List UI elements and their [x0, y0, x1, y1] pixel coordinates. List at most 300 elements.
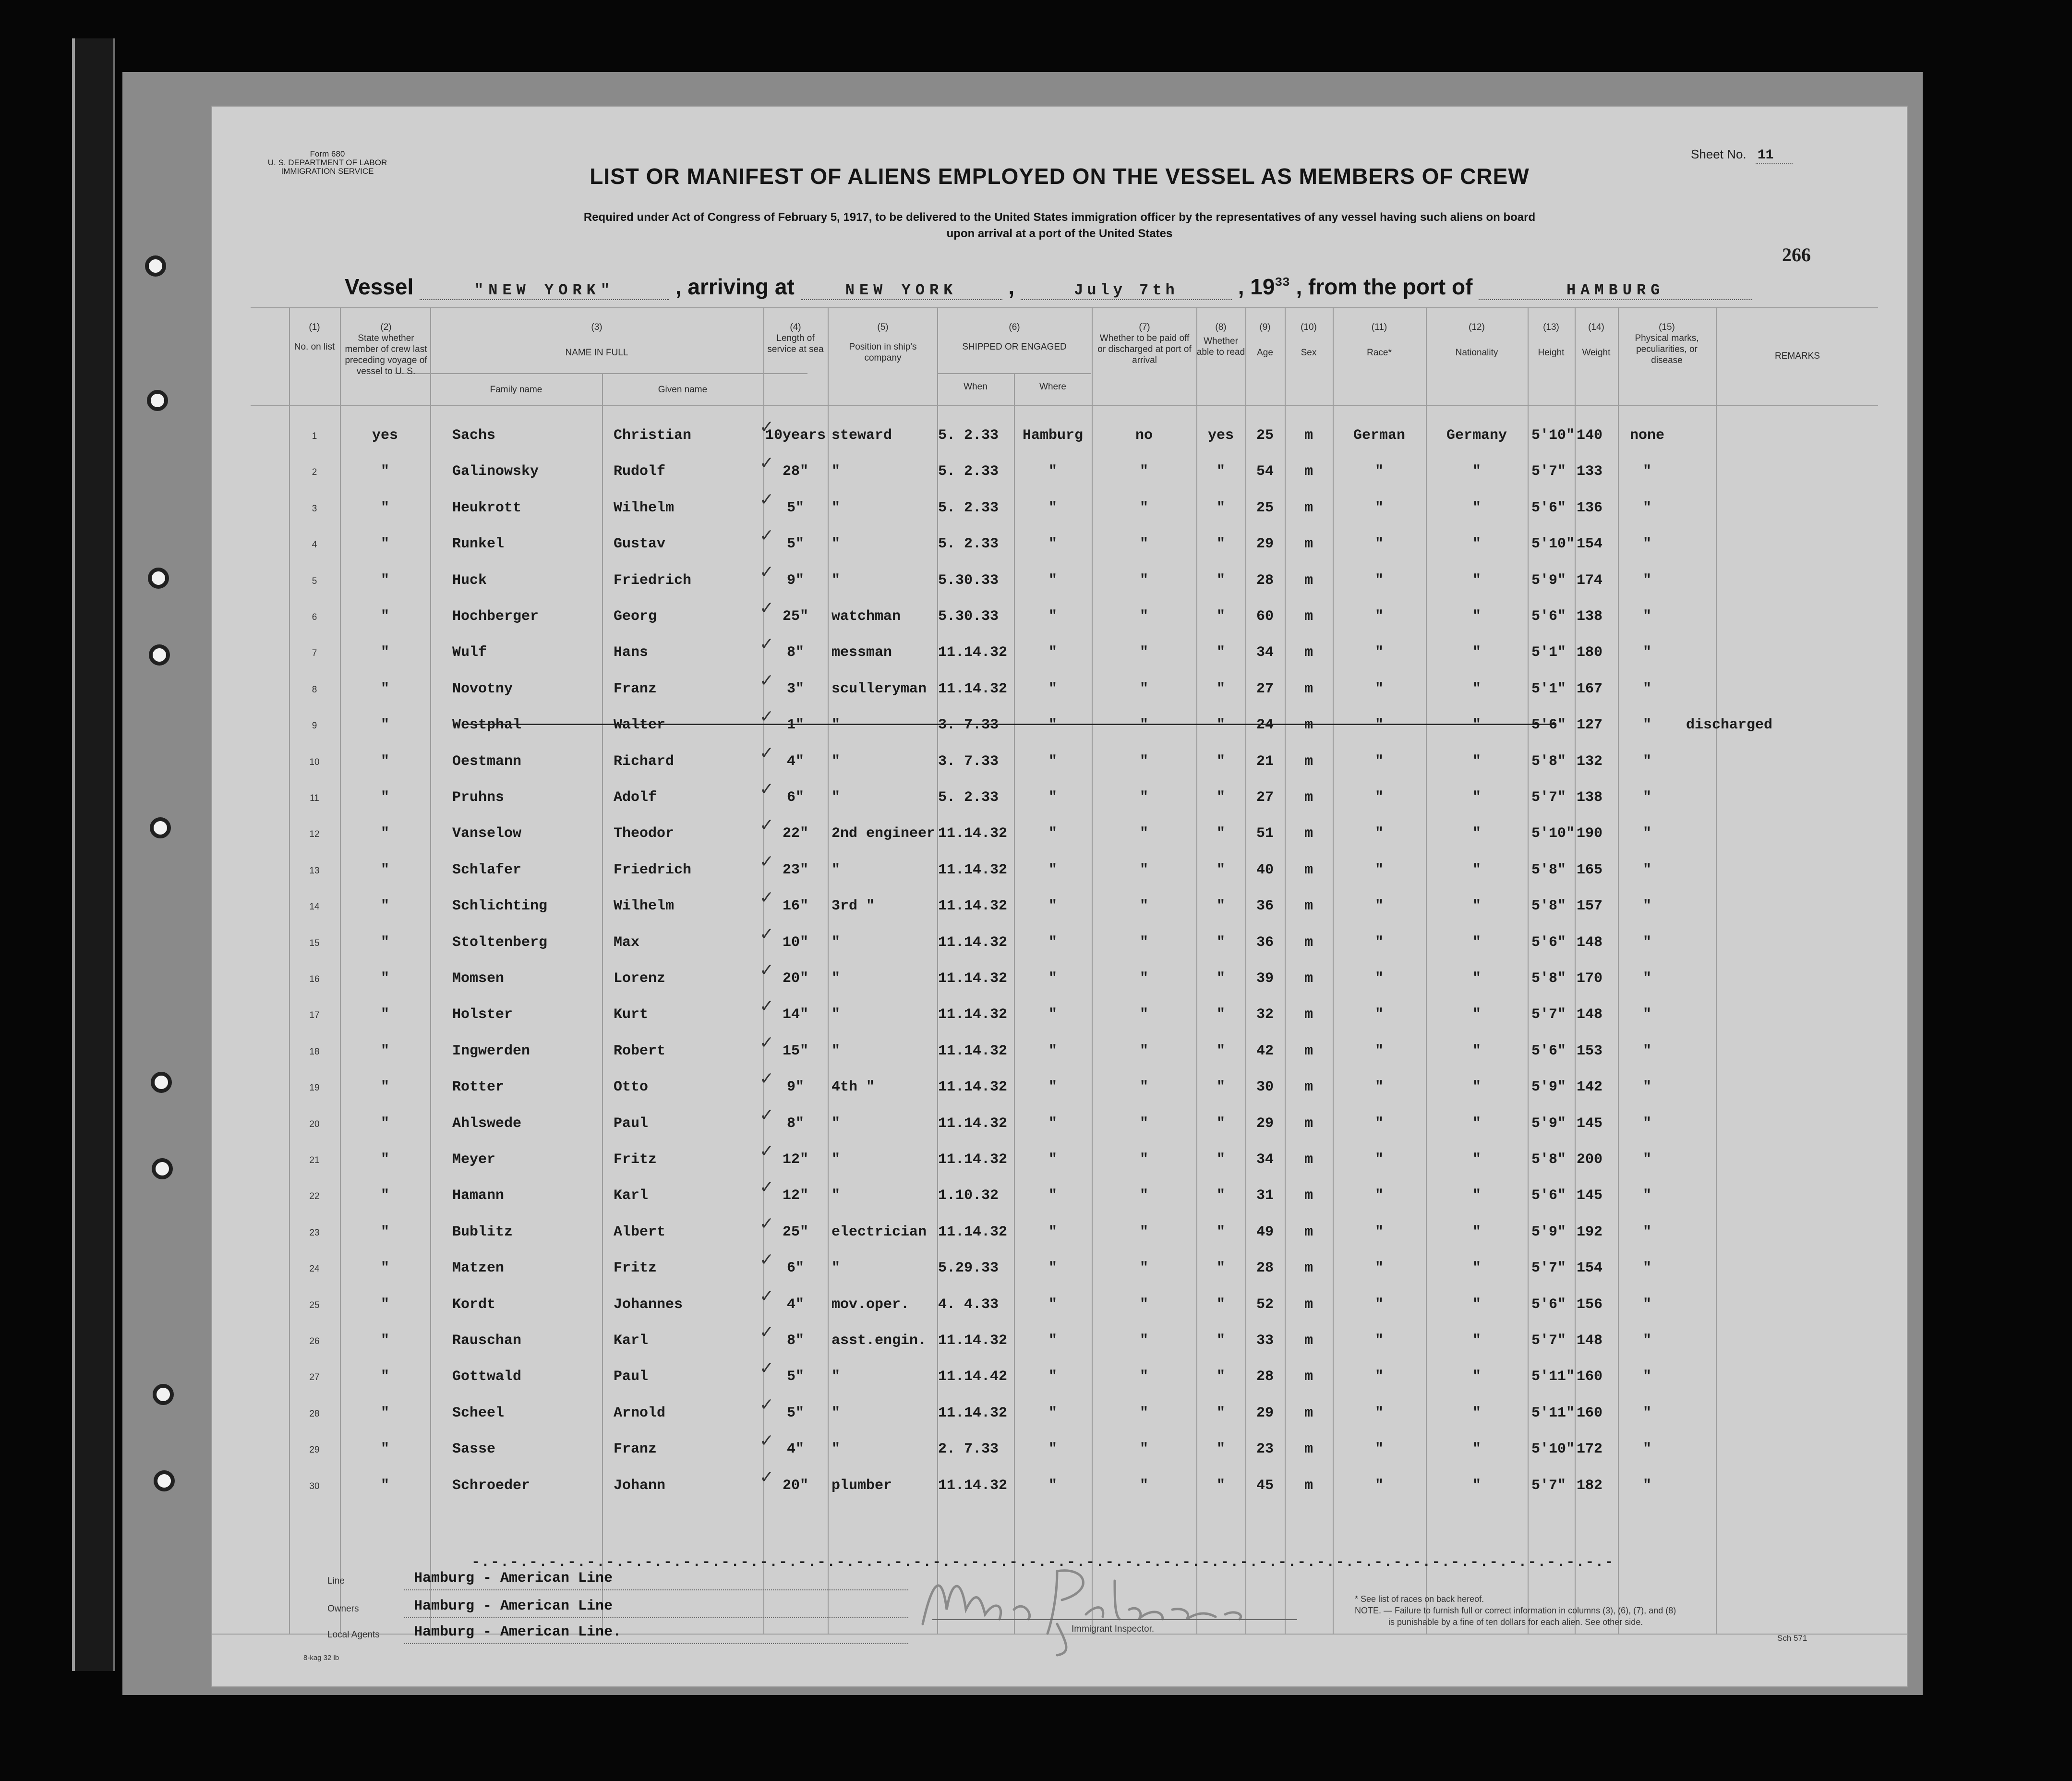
service-length-cell: 5" [786, 1405, 804, 1421]
given-name-cell: Hans [614, 644, 649, 661]
nationality-cell: " [1472, 861, 1481, 878]
col-header-where: Where [1039, 382, 1066, 392]
weight-cell: 174 [1577, 572, 1603, 589]
col-number: (8) [1215, 322, 1227, 332]
weight-cell: 165 [1577, 861, 1603, 878]
nationality-cell: " [1472, 717, 1481, 734]
check-mark-icon: ✓ [759, 634, 774, 654]
previous-voyage-cell: " [380, 1441, 389, 1458]
able-to-read-cell: " [1216, 1333, 1225, 1349]
footer-note: is punishable by a fine of ten dollars for each alien. See other side. [1388, 1617, 1643, 1627]
row-number: 7 [312, 648, 317, 659]
position-cell: mov.oper. [831, 1296, 910, 1313]
shipped-where-cell: Hamburg [1022, 427, 1084, 444]
position-cell: " [831, 1151, 841, 1168]
weight-cell: 148 [1577, 1006, 1603, 1023]
table-row [212, 779, 1907, 825]
col-label: SHIPPED OR ENGAGED [962, 342, 1067, 352]
col-header-age [1245, 322, 1285, 358]
shipped-when-cell: 3. 7.33 [938, 717, 999, 734]
check-mark-icon: ✓ [759, 960, 774, 980]
race-cell: " [1374, 789, 1384, 806]
col-header-family-name: Family name [490, 385, 542, 395]
previous-voyage-cell: " [380, 1042, 389, 1059]
race-cell: " [1374, 572, 1384, 589]
height-cell: 5'7" [1531, 1260, 1566, 1277]
given-name-cell: Wilhelm [614, 898, 675, 915]
shipped-when-cell: 11.14.32 [938, 898, 1008, 915]
age-cell: 29 [1256, 536, 1274, 553]
check-mark-icon: ✓ [759, 561, 774, 582]
able-to-read-cell: " [1216, 1477, 1225, 1494]
manifest-sheet [211, 106, 1908, 1687]
age-cell: 52 [1256, 1296, 1274, 1313]
able-to-read-cell: " [1216, 1006, 1225, 1023]
shipped-when-cell: 2. 7.33 [938, 1441, 999, 1458]
shipped-where-cell: " [1048, 1260, 1057, 1277]
shipped-when-cell: 3. 7.33 [938, 753, 999, 770]
height-cell: 5'10" [1531, 825, 1575, 842]
service-length-cell: 22" [782, 825, 808, 842]
race-cell: " [1374, 536, 1384, 553]
check-mark-icon: ✓ [759, 1466, 774, 1487]
table-row [212, 1213, 1907, 1260]
race-cell: " [1374, 970, 1384, 987]
strikethrough-line [462, 724, 1556, 725]
age-cell: 23 [1256, 1441, 1274, 1458]
position-cell: " [831, 1405, 841, 1421]
able-to-read-cell: " [1216, 1296, 1225, 1313]
race-cell: " [1374, 825, 1384, 842]
age-cell: 60 [1256, 608, 1274, 625]
paid-off-cell: no [1135, 427, 1153, 444]
year-prefix: , 19 [1238, 274, 1275, 299]
previous-voyage-cell: " [380, 680, 389, 697]
table-top-rule [251, 307, 1878, 308]
nationality-cell: " [1472, 572, 1481, 589]
given-name-cell: Gustav [614, 536, 666, 553]
col-header-sex [1285, 322, 1333, 358]
col-label: Height [1538, 348, 1565, 358]
able-to-read-cell: yes [1207, 427, 1234, 444]
previous-voyage-cell: " [380, 861, 389, 878]
service-length-cell: 4" [786, 1441, 804, 1458]
family-name-cell: Rotter [452, 1079, 505, 1096]
col-header-able-to-read [1196, 322, 1245, 358]
position-cell: " [831, 789, 841, 806]
table-row [212, 1394, 1907, 1441]
physical-marks-cell: " [1642, 825, 1651, 842]
weight-cell: 132 [1577, 753, 1603, 770]
paid-off-cell: " [1139, 1151, 1148, 1168]
shipped-where-cell: " [1048, 825, 1057, 842]
row-number: 28 [309, 1408, 320, 1419]
weight-cell: 160 [1577, 1405, 1603, 1421]
row-number: 23 [309, 1227, 320, 1238]
paid-off-cell: " [1139, 898, 1148, 915]
check-mark-icon: ✓ [759, 1068, 774, 1089]
position-cell: " [831, 1369, 841, 1385]
shipped-where-cell: " [1048, 1441, 1057, 1458]
check-mark-icon: ✓ [759, 779, 774, 799]
physical-marks-cell: " [1642, 1042, 1651, 1059]
table-row [212, 417, 1907, 463]
height-cell: 5'6" [1531, 608, 1566, 625]
able-to-read-cell: " [1216, 825, 1225, 842]
race-cell: " [1374, 463, 1384, 480]
family-name-cell: Scheel [452, 1405, 505, 1421]
check-mark-icon: ✓ [759, 742, 774, 763]
owners-underline [404, 1617, 908, 1618]
height-cell: 5'6" [1531, 499, 1566, 516]
sex-cell: m [1304, 861, 1313, 878]
height-cell: 5'10" [1531, 427, 1575, 444]
col-number: (11) [1371, 322, 1387, 332]
row-number: 29 [309, 1445, 320, 1455]
service-length-cell: 4" [786, 753, 804, 770]
given-name-cell: Fritz [614, 1260, 657, 1277]
arrival-date: July 7th [1021, 281, 1232, 300]
table-row [212, 1141, 1907, 1187]
given-name-cell: Friedrich [614, 572, 692, 589]
height-cell: 5'10" [1531, 1441, 1575, 1458]
position-cell: " [831, 717, 841, 734]
given-name-cell: Max [614, 934, 640, 951]
previous-voyage-cell: " [380, 970, 389, 987]
service-length-cell: 5" [786, 499, 804, 516]
given-name-cell: Franz [614, 1441, 657, 1458]
previous-voyage-cell: " [380, 898, 389, 915]
physical-marks-cell: " [1642, 644, 1651, 661]
row-number: 25 [309, 1300, 320, 1310]
given-name-cell: Paul [614, 1115, 649, 1132]
owners-value: Hamburg - American Line [414, 1598, 613, 1614]
shipped-when-cell: 5.30.33 [938, 608, 999, 625]
physical-marks-cell: " [1642, 1369, 1651, 1385]
paid-off-cell: " [1139, 1296, 1148, 1313]
able-to-read-cell: " [1216, 861, 1225, 878]
check-mark-icon: ✓ [759, 1322, 774, 1342]
previous-voyage-cell: " [380, 825, 389, 842]
sex-cell: m [1304, 970, 1313, 987]
previous-voyage-cell: " [380, 463, 389, 480]
table-row [212, 1358, 1907, 1404]
physical-marks-cell: " [1642, 1187, 1651, 1204]
age-cell: 32 [1256, 1006, 1274, 1023]
col-label: NAME IN FULL [565, 348, 628, 358]
nationality-cell: " [1472, 536, 1481, 553]
nationality-cell: " [1472, 1477, 1481, 1494]
nationality-cell: " [1472, 1151, 1481, 1168]
shipped-where-cell: " [1048, 1042, 1057, 1059]
shipped-where-cell: " [1048, 861, 1057, 878]
age-cell: 31 [1256, 1187, 1274, 1204]
row-number: 19 [309, 1083, 320, 1093]
race-cell: " [1374, 644, 1384, 661]
shipped-when-cell: 11.14.32 [938, 1333, 1008, 1349]
nationality-cell: Germany [1446, 427, 1507, 444]
able-to-read-cell: " [1216, 1187, 1225, 1204]
previous-voyage-cell: " [380, 1006, 389, 1023]
shipped-where-cell: " [1048, 970, 1057, 987]
col-header-shipped [937, 322, 1092, 352]
position-cell: " [831, 463, 841, 480]
given-name-cell: Johannes [614, 1296, 683, 1313]
race-cell: " [1374, 680, 1384, 697]
position-cell: " [831, 1260, 841, 1277]
given-name-cell: Franz [614, 680, 657, 697]
given-name-cell: Karl [614, 1333, 649, 1349]
height-cell: 5'11" [1531, 1405, 1575, 1421]
check-mark-icon: ✓ [759, 996, 774, 1016]
physical-marks-cell: " [1642, 1115, 1651, 1132]
col-label: Nationality [1455, 348, 1498, 358]
given-name-cell: Christian [614, 427, 692, 444]
service-length-cell: 12" [782, 1187, 808, 1204]
physical-marks-cell: " [1642, 536, 1651, 553]
col-label: Physical marks, peculiarities, or disease [1635, 333, 1699, 365]
able-to-read-cell: " [1216, 934, 1225, 951]
row-number: 14 [309, 902, 320, 912]
shipped-when-cell: 5. 2.33 [938, 499, 999, 516]
weight-cell: 172 [1577, 1441, 1603, 1458]
service-length-cell: 15" [782, 1042, 808, 1059]
able-to-read-cell: " [1216, 1079, 1225, 1096]
able-to-read-cell: " [1216, 1151, 1225, 1168]
check-mark-icon: ✓ [759, 670, 774, 690]
family-name-cell: Schlafer [452, 861, 522, 878]
sex-cell: m [1304, 1405, 1313, 1421]
race-cell: " [1374, 1477, 1384, 1494]
nationality-cell: " [1472, 499, 1481, 516]
physical-marks-cell: " [1642, 970, 1651, 987]
form-department: U. S. DEPARTMENT OF LABOR [267, 158, 387, 167]
sex-cell: m [1304, 1296, 1313, 1313]
service-length-cell: 20" [782, 970, 808, 987]
service-length-cell: 16" [782, 898, 808, 915]
height-cell: 5'11" [1531, 1369, 1575, 1385]
col-number: (1) [309, 322, 320, 332]
table-row [212, 996, 1907, 1042]
sex-cell: m [1304, 1333, 1313, 1349]
height-cell: 5'8" [1531, 861, 1566, 878]
physical-marks-cell: " [1642, 753, 1651, 770]
age-cell: 45 [1256, 1477, 1274, 1494]
family-name-cell: Kordt [452, 1296, 496, 1313]
shipped-when-cell: 11.14.32 [938, 1477, 1008, 1494]
paid-off-cell: " [1139, 934, 1148, 951]
sex-cell: m [1304, 463, 1313, 480]
col-header-weight [1575, 322, 1618, 358]
punch-hole [150, 817, 171, 838]
weight-cell: 138 [1577, 789, 1603, 806]
position-cell: " [831, 572, 841, 589]
height-cell: 5'7" [1531, 789, 1566, 806]
weight-cell: 157 [1577, 898, 1603, 915]
paid-off-cell: " [1139, 1187, 1148, 1204]
physical-marks-cell: " [1642, 1405, 1651, 1421]
sheet-label: Sheet No. [1691, 147, 1747, 161]
service-length-cell: 4" [786, 1296, 804, 1313]
service-length-cell: 1" [786, 717, 804, 734]
paid-off-cell: " [1139, 1441, 1148, 1458]
previous-voyage-cell: " [380, 1260, 389, 1277]
weight-cell: 180 [1577, 644, 1603, 661]
sheet-value: 11 [1756, 148, 1793, 164]
shipped-when-cell: 5. 2.33 [938, 536, 999, 553]
shipped-when-cell: 1.10.32 [938, 1187, 999, 1204]
check-mark-icon: ✓ [759, 923, 774, 944]
paid-off-cell: " [1139, 536, 1148, 553]
col-number: (12) [1469, 322, 1485, 332]
able-to-read-cell: " [1216, 1441, 1225, 1458]
age-cell: 28 [1256, 1260, 1274, 1277]
previous-voyage-cell: " [380, 1296, 389, 1313]
sex-cell: m [1304, 1115, 1313, 1132]
physical-marks-cell: " [1642, 1477, 1651, 1494]
able-to-read-cell: " [1216, 1260, 1225, 1277]
weight-cell: 200 [1577, 1151, 1603, 1168]
weight-cell: 154 [1577, 536, 1603, 553]
arriving-label: , arriving at [675, 274, 795, 299]
family-name-cell: Sachs [452, 427, 496, 444]
previous-voyage-cell: " [380, 1115, 389, 1132]
nationality-cell: " [1472, 1187, 1481, 1204]
able-to-read-cell: " [1216, 1115, 1225, 1132]
physical-marks-cell: " [1642, 934, 1651, 951]
family-name-cell: Holster [452, 1006, 513, 1023]
weight-cell: 153 [1577, 1042, 1603, 1059]
col-label: Sex [1301, 348, 1317, 358]
table-row [212, 923, 1907, 970]
col-header-race [1333, 322, 1426, 358]
shipped-where-cell: " [1048, 644, 1057, 661]
line-label: Line [327, 1576, 345, 1586]
nationality-cell: " [1472, 1441, 1481, 1458]
family-name-cell: Schroeder [452, 1477, 530, 1494]
row-number: 10 [309, 757, 320, 767]
family-name-cell: Wulf [452, 644, 487, 661]
sex-cell: m [1304, 1151, 1313, 1168]
agents-underline [404, 1643, 908, 1644]
service-length-cell: 6" [786, 1260, 804, 1277]
table-row [212, 561, 1907, 608]
sex-cell: m [1304, 1260, 1313, 1277]
shipped-when-cell: 11.14.32 [938, 970, 1008, 987]
nationality-cell: " [1472, 1296, 1481, 1313]
age-cell: 27 [1256, 789, 1274, 806]
nationality-cell: " [1472, 463, 1481, 480]
service-length-cell: 6" [786, 789, 804, 806]
family-name-cell: Oestmann [452, 753, 522, 770]
sex-cell: m [1304, 1369, 1313, 1385]
shipped-when-cell: 5.30.33 [938, 572, 999, 589]
shipped-when-cell: 11.14.32 [938, 1405, 1008, 1421]
age-cell: 21 [1256, 753, 1274, 770]
row-number: 27 [309, 1372, 320, 1383]
age-cell: 27 [1256, 680, 1274, 697]
col-number: (13) [1543, 322, 1559, 332]
sex-cell: m [1304, 1187, 1313, 1204]
row-number: 26 [309, 1336, 320, 1346]
remarks-cell: discharged [1686, 717, 1773, 734]
check-mark-icon: ✓ [759, 1394, 774, 1414]
sex-cell: m [1304, 572, 1313, 589]
vessel-line: Vessel "NEW YORK" , arriving at NEW YORK , July 7th , $19^{33}$ , from the port of HAMBURG [345, 274, 1752, 300]
previous-voyage-cell: " [380, 1477, 389, 1494]
previous-voyage-cell: " [380, 717, 389, 734]
physical-marks-cell: " [1642, 1224, 1651, 1240]
age-cell: 39 [1256, 970, 1274, 987]
line-value: Hamburg - American Line [414, 1570, 613, 1587]
col-label: Whether able to read [1196, 336, 1245, 357]
inspector-line [932, 1619, 1297, 1620]
service-length-cell: 5" [786, 536, 804, 553]
age-cell: 30 [1256, 1079, 1274, 1096]
given-name-cell: Friedrich [614, 861, 692, 878]
height-cell: 5'8" [1531, 1151, 1566, 1168]
col-label: No. on list [294, 342, 335, 352]
shipped-where-cell: " [1048, 1405, 1057, 1421]
check-mark-icon: ✓ [759, 1032, 774, 1052]
table-row [212, 742, 1907, 789]
shipped-where-cell: " [1048, 608, 1057, 625]
race-cell: " [1374, 1369, 1384, 1385]
col-header-length-of-service [763, 322, 828, 355]
position-cell: " [831, 1187, 841, 1204]
age-cell: 34 [1256, 644, 1274, 661]
previous-voyage-cell: " [380, 644, 389, 661]
col-number: (7) [1139, 322, 1150, 332]
print-code: 8-kag 32 lb [303, 1654, 339, 1662]
previous-voyage-cell: " [380, 1187, 389, 1204]
sex-cell: m [1304, 753, 1313, 770]
race-cell: " [1374, 1079, 1384, 1096]
previous-voyage-cell: " [380, 1151, 389, 1168]
race-cell: " [1374, 934, 1384, 951]
row-number: 12 [309, 829, 320, 840]
row-number: 2 [312, 467, 317, 478]
service-length-cell: 3" [786, 680, 804, 697]
service-length-cell: 10" [782, 934, 808, 951]
race-cell: " [1374, 1333, 1384, 1349]
row-number: 3 [312, 503, 317, 514]
row-number: 21 [309, 1155, 320, 1165]
race-cell: German [1353, 427, 1406, 444]
table-row [212, 453, 1907, 499]
height-cell: 5'7" [1531, 463, 1566, 480]
punch-hole [153, 1384, 174, 1405]
shipped-where-cell: " [1048, 1006, 1057, 1023]
check-mark-icon: ✓ [759, 887, 774, 908]
family-name-cell: Ahlswede [452, 1115, 522, 1132]
agents-label: Local Agents [327, 1630, 380, 1640]
shipped-when-cell: 11.14.32 [938, 861, 1008, 878]
previous-voyage-cell: " [380, 1079, 389, 1096]
position-cell: steward [831, 427, 892, 444]
race-cell: " [1374, 1042, 1384, 1059]
check-mark-icon: ✓ [759, 525, 774, 545]
check-mark-icon: ✓ [759, 1285, 774, 1306]
check-mark-icon: ✓ [759, 417, 774, 436]
check-mark-icon: ✓ [759, 598, 774, 618]
nationality-cell: " [1472, 1079, 1481, 1096]
nationality-cell: " [1472, 934, 1481, 951]
row-number: 11 [310, 793, 319, 803]
physical-marks-cell: " [1642, 1151, 1651, 1168]
shipped-where-cell: " [1048, 1115, 1057, 1132]
punch-hole [151, 1072, 172, 1093]
